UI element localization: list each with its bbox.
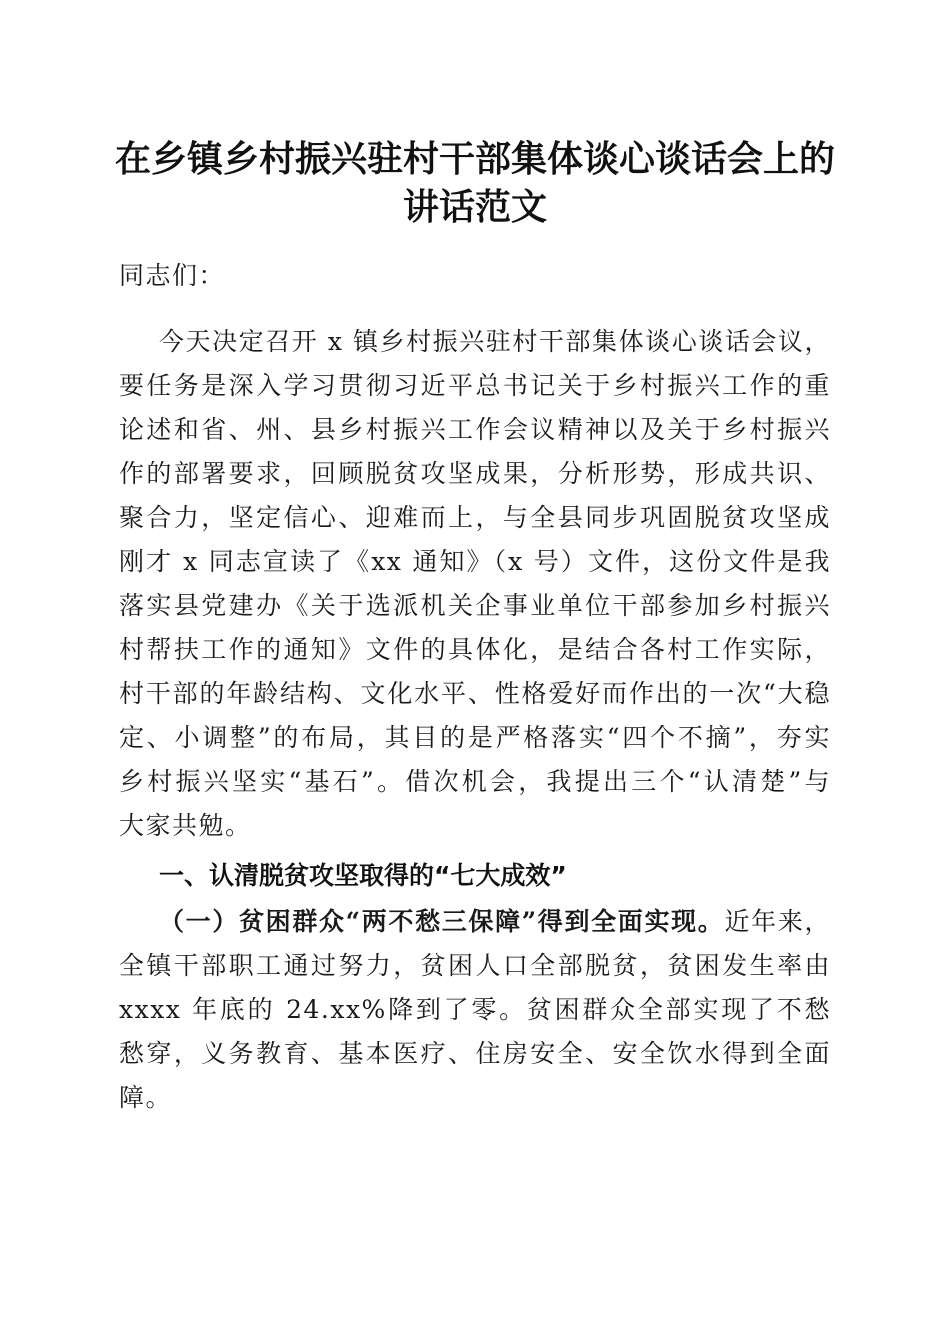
paragraph-line: 刚才 x 同志宣读了《xx 通知》（x 号）文件，这份文件是我 [119, 547, 831, 576]
subsection-heading: （一）贫困群众“两不愁三保障”得到全面实现。 [159, 907, 725, 936]
paragraph-line: 作的部署要求，回顾脱贫攻坚成果，分析形势，形成共识、 [119, 459, 831, 488]
salutation: 同志们： [119, 261, 226, 290]
document-title-line-2: 讲话范文 [402, 186, 547, 228]
paragraph-line: 论述和省、州、县乡村振兴工作会议精神以及关于乡村振兴 [119, 415, 831, 444]
paragraph-line: 障。 [119, 1083, 173, 1112]
subsection-lead-tail: 近年来， [724, 907, 831, 936]
paragraph-line: 愁穿，义务教育、基本医疗、住房安全、安全饮水得到全面 [119, 1039, 831, 1068]
paragraph-line: 聚合力，坚定信心、迎难而上，与全县同步巩固脱贫攻坚成 [119, 503, 831, 532]
paragraph-line: 全镇干部职工通过努力，贫困人口全部脱贫，贫困发生率由 [119, 951, 831, 980]
paragraph-line: 要任务是深入学习贯彻习近平总书记关于乡村振兴工作的重 [119, 371, 831, 400]
paragraph-line: 定、小调整”的布局，其目的是严格落实“四个不摘”，夯实 [119, 723, 831, 752]
paragraph-line: 今天决定召开 x 镇乡村振兴驻村干部集体谈心谈话会议， [159, 327, 831, 356]
paragraph-line: 乡村振兴坚实“基石”。借次机会，我提出三个“认清楚”与 [119, 767, 831, 796]
document-title-line-1: 在乡镇乡村振兴驻村干部集体谈心谈话会上的 [114, 138, 835, 180]
paragraph-line: 村干部的年龄结构、文化水平、性格爱好而作出的一次“大稳 [119, 679, 831, 708]
paragraph-line: 村帮扶工作的通知》文件的具体化，是结合各村工作实际， [119, 635, 831, 664]
paragraph-line: xxxx 年底的 24.xx%降到了零。贫困群众全部实现了不愁 [119, 995, 831, 1024]
section-heading: 一、认清脱贫攻坚取得的“七大成效” [159, 861, 567, 890]
subsection-lead-line [159, 900, 831, 944]
paragraph-line: 大家共勉。 [119, 811, 252, 840]
paragraph-line: 落实县党建办《关于选派机关企事业单位干部参加乡村振兴 [119, 591, 831, 620]
